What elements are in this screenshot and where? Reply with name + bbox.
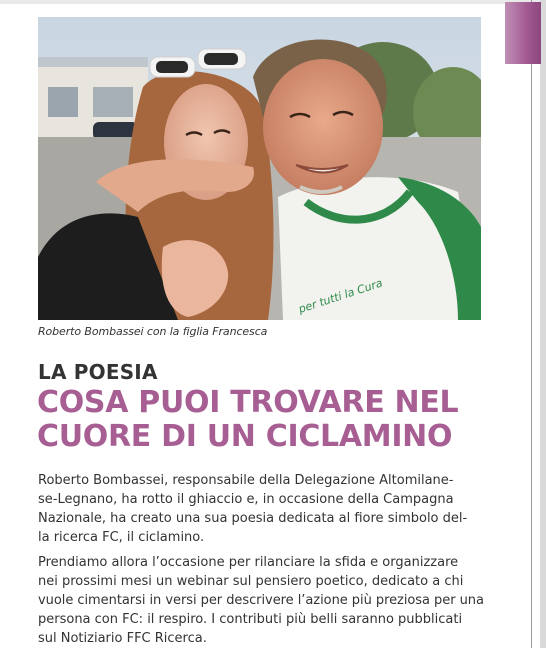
paragraph-line: Roberto Bombassei, responsabile della Delegazione Altomilane- xyxy=(38,473,454,488)
page-right-edge xyxy=(540,0,546,648)
paragraph-2 xyxy=(38,553,484,648)
photo-caption: Roberto Bombassei con la figlia Francesca xyxy=(38,325,268,338)
section-kicker: LA POESIA xyxy=(38,360,158,384)
section-color-tab xyxy=(505,2,541,64)
page-gutter-line xyxy=(531,0,532,648)
paragraph-line: sul Notiziario FFC Ricerca. xyxy=(38,631,207,646)
headline-line-2: CUORE DI UN CICLAMINO xyxy=(37,419,453,454)
paragraph-1 xyxy=(38,471,484,547)
paragraph-line: se-Legnano, ha rotto il ghiaccio e, in occasione della Campagna xyxy=(38,492,454,507)
shirt-print-text: per tutti la Cura xyxy=(296,276,385,316)
paragraph-line: vuole cimentarsi in versi per descrivere l’azione più preziosa per una xyxy=(38,593,484,608)
article-headline xyxy=(37,386,487,454)
paragraph-line: la ricerca FC, il ciclamino. xyxy=(38,530,205,545)
page-top-edge xyxy=(0,0,546,4)
article-photo xyxy=(38,17,481,320)
paragraph-line: Nazionale, ha creato una sua poesia dedicata al fiore simbolo del- xyxy=(38,511,468,526)
headline-line-1: COSA PUOI TROVARE NEL xyxy=(37,385,459,420)
paragraph-line: nei prossimi mesi un webinar sul pensiero poetico, dedicato a chi xyxy=(38,574,464,589)
paragraph-line: Prendiamo allora l’occasione per rilanciare la sfida e organizzare xyxy=(38,555,459,570)
paragraph-line: persona con FC: il respiro. I contributi più belli saranno pubblicati xyxy=(38,612,463,627)
article-body xyxy=(38,471,484,648)
